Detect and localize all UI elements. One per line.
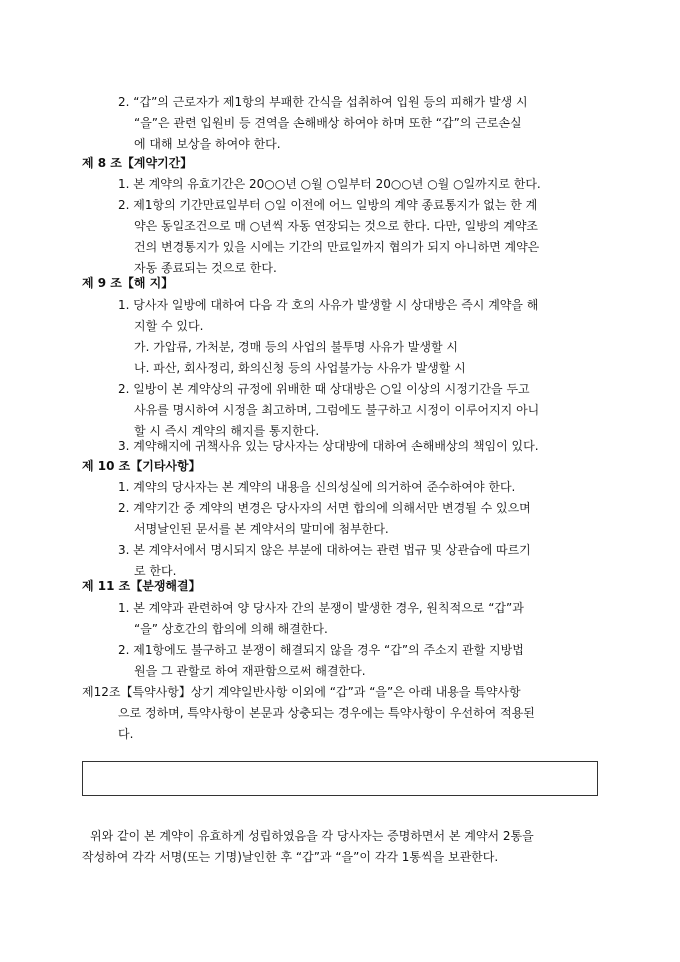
article-11-heading: 제 11 조【분쟁해결】 — [82, 579, 201, 593]
article-8-item-2-cont: 건의 변경통지가 있을 시에는 기간의 만료일까지 협의가 되지 아니하면 계약은 — [134, 240, 540, 254]
article-9-subitem-a: 가. 가압류, 가처분, 경매 등의 사업의 불투명 사유가 발생할 시 — [134, 340, 458, 354]
article-8-item-1: 1. 본 계약의 유효기간은 20○○년 ○월 ○일부터 20○○년 ○월 ○일까지로 한다. — [118, 177, 541, 191]
article-9-item-2-cont: 할 시 즉시 계약의 해지를 통지한다. — [134, 424, 320, 438]
article-10-item-3: 3. 본 계약서에서 명시되지 않은 부분에 대하여는 관련 법규 및 상관습에 따르기 — [118, 543, 531, 557]
article-8-item-2-cont: 자동 종료되는 것으로 한다. — [134, 261, 277, 275]
article-11-item-2: 2. 제1항에도 불구하고 분쟁이 해결되지 않을 경우 “갑”의 주소지 관할 지방법 — [118, 643, 524, 657]
article-9-heading: 제 9 조【해 지】 — [82, 276, 174, 290]
article-12-paragraph: 제12조【특약사항】상기 계약일반사항 이외에 “갑”과 “을”은 아래 내용을 특약사항 — [82, 685, 521, 699]
special-terms-box — [82, 761, 598, 796]
article-11-item-1-cont: “을” 상호간의 합의에 의해 해결한다. — [134, 622, 328, 636]
article-8-heading: 제 8 조【계약기간】 — [82, 156, 193, 170]
article-9-item-1: 1. 당사자 일방에 대하여 다음 각 호의 사유가 발생할 시 상대방은 즉시 계약을 해 — [118, 298, 539, 312]
article-9-item-2: 2. 일방이 본 계약상의 규정에 위배한 때 상대방은 ○일 이상의 시정기간을 두고 — [118, 382, 530, 396]
article-10-item-2: 2. 계약기간 중 계약의 변경은 당사자의 서면 합의에 의해서만 변경될 수 있으며 — [118, 501, 531, 515]
article-8-item-2: 2. 제1항의 기간만료일부터 ○일 이전에 어느 일방의 계약 종료통지가 없는 한 계 — [118, 198, 538, 212]
article-10-item-3-cont: 로 한다. — [134, 564, 177, 578]
closing-statement-cont: 작성하여 각각 서명(또는 기명)날인한 후 “갑”과 “을”이 각각 1통씩을 보관한다. — [82, 850, 499, 864]
article-12-paragraph-cont: 다. — [118, 727, 134, 741]
article-12-paragraph-cont: 으로 정하며, 특약사항이 본문과 상충되는 경우에는 특약사항이 우선하여 적용된 — [118, 706, 535, 720]
article-11-item-1: 1. 본 계약과 관련하여 양 당사자 간의 분쟁이 발생한 경우, 원칙적으로 “갑”과 — [118, 601, 524, 615]
article-7-item-2: 2. “갑”의 근로자가 제1항의 부패한 간식을 섭취하여 입원 등의 피해가 발생 시 — [118, 95, 528, 109]
article-11-item-2-cont: 원을 그 관할로 하여 재판함으로써 해결한다. — [134, 664, 366, 678]
article-7-item-2-cont: 에 대해 보상을 하여야 한다. — [134, 137, 281, 151]
article-9-item-2-cont: 사유를 명시하여 시정을 최고하며, 그럼에도 불구하고 시정이 이루어지지 아니 — [134, 403, 540, 417]
article-10-item-1: 1. 계약의 당사자는 본 계약의 내용을 신의성실에 의거하여 준수하여야 한다. — [118, 480, 516, 494]
article-7-item-2-cont: “을”은 관련 입원비 등 견역을 손해배상 하여야 하며 또한 “갑”의 근로손실 — [134, 116, 522, 130]
closing-statement: 위와 같이 본 계약이 유효하게 성립하였음을 각 당사자는 증명하면서 본 계약서 2통을 — [90, 829, 534, 843]
article-10-heading: 제 10 조【기타사항】 — [82, 459, 201, 473]
article-9-item-1-cont: 지할 수 있다. — [134, 319, 204, 333]
article-9-subitem-b: 나. 파산, 회사정리, 화의신청 등의 사업불가능 사유가 발생할 시 — [134, 361, 466, 375]
article-8-item-2-cont: 약은 동일조건으로 매 ○년씩 자동 연장되는 것으로 한다. 다만, 일방의 계약조 — [134, 219, 539, 233]
article-10-item-2-cont: 서명날인된 문서를 본 계약서의 말미에 첨부한다. — [134, 522, 389, 536]
article-9-item-3: 3. 계약해지에 귀책사유 있는 당사자는 상대방에 대하여 손해배상의 책임이 있다. — [118, 439, 539, 453]
